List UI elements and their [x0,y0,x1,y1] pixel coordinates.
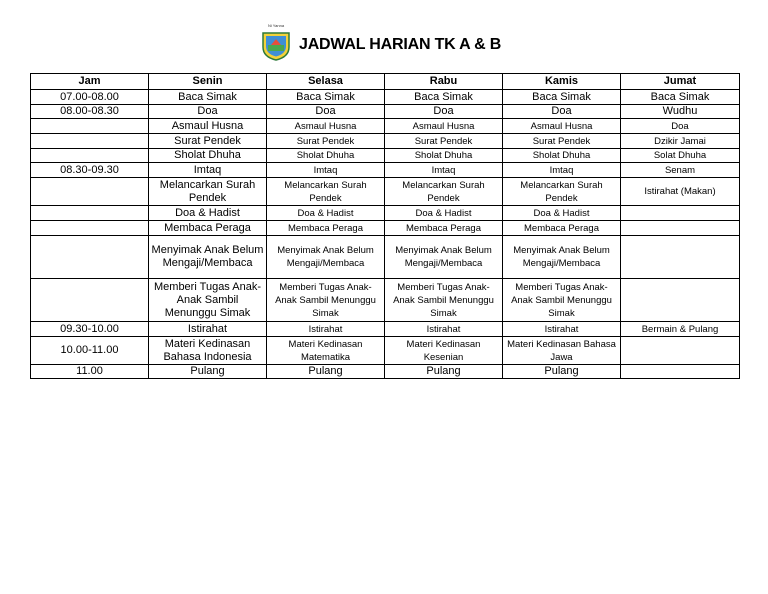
time-cell: 11.00 [31,365,149,379]
rabu-cell: Asmaul Husna [385,119,503,134]
rabu-cell: Doa [385,105,503,119]
col-header-rabu: Rabu [385,74,503,90]
rabu-cell: Pulang [385,365,503,379]
jumat-cell: Doa [621,119,740,134]
selasa-cell: Menyimak Anak Belum Mengaji/Membaca [267,236,385,279]
selasa-cell: Memberi Tugas Anak-Anak Sambil Menunggu Simak [267,279,385,322]
kamis-cell: Membaca Peraga [503,221,621,236]
jumat-cell [621,337,740,365]
selasa-cell: Istirahat [267,322,385,337]
senin-cell: Menyimak Anak Belum Mengaji/Membaca [149,236,267,279]
time-cell [31,206,149,221]
selasa-cell: Membaca Peraga [267,221,385,236]
jumat-cell: Bermain & Pulang [621,322,740,337]
time-cell: 08.00-08.30 [31,105,149,119]
time-cell [31,236,149,279]
selasa-cell: Doa [267,105,385,119]
table-row [31,236,740,279]
senin-cell: Pulang [149,365,267,379]
selasa-cell: Doa & Hadist [267,206,385,221]
time-cell [31,178,149,206]
time-cell [31,149,149,163]
jumat-cell: Dzikir Jamai [621,134,740,149]
table-row [31,90,740,105]
rabu-cell: Menyimak Anak Belum Mengaji/Membaca [385,236,503,279]
table-row [31,134,740,149]
jumat-cell: Solat Dhuha [621,149,740,163]
table-row [31,365,740,379]
time-cell [31,134,149,149]
time-cell: 10.00-11.00 [31,337,149,365]
rabu-cell: Imtaq [385,163,503,178]
rabu-cell: Surat Pendek [385,134,503,149]
jumat-cell [621,206,740,221]
selasa-cell: Materi Kedinasan Matematika [267,337,385,365]
table-row [31,279,740,322]
senin-cell: Istirahat [149,322,267,337]
kamis-cell: Melancarkan Surah Pendek [503,178,621,206]
senin-cell: Baca Simak [149,90,267,105]
kamis-cell: Doa [503,105,621,119]
kamis-cell: Memberi Tugas Anak-Anak Sambil Menunggu Simak [503,279,621,322]
logo-text: Ni Yanna [267,23,285,28]
kamis-cell: Surat Pendek [503,134,621,149]
selasa-cell: Baca Simak [267,90,385,105]
time-cell [31,279,149,322]
header-row [31,74,740,90]
table-row [31,221,740,236]
rabu-cell: Sholat Dhuha [385,149,503,163]
kamis-cell: Imtaq [503,163,621,178]
time-cell: 09.30-10.00 [31,322,149,337]
rabu-cell: Istirahat [385,322,503,337]
selasa-cell: Sholat Dhuha [267,149,385,163]
table-row [31,206,740,221]
kamis-cell: Sholat Dhuha [503,149,621,163]
senin-cell: Membaca Peraga [149,221,267,236]
senin-cell: Sholat Dhuha [149,149,267,163]
rabu-cell: Doa & Hadist [385,206,503,221]
jumat-cell [621,221,740,236]
senin-cell: Materi Kedinasan Bahasa Indonesia [149,337,267,365]
table-row [31,163,740,178]
kamis-cell: Menyimak Anak Belum Mengaji/Membaca [503,236,621,279]
senin-cell: Memberi Tugas Anak-Anak Sambil Menunggu Simak [149,279,267,322]
kamis-cell: Doa & Hadist [503,206,621,221]
col-header-senin: Senin [149,74,267,90]
col-header-jam: Jam [31,74,149,90]
rabu-cell: Melancarkan Surah Pendek [385,178,503,206]
senin-cell: Imtaq [149,163,267,178]
table-row [31,322,740,337]
senin-cell: Doa [149,105,267,119]
selasa-cell: Pulang [267,365,385,379]
selasa-cell: Melancarkan Surah Pendek [267,178,385,206]
table-row [31,178,740,206]
kamis-cell: Pulang [503,365,621,379]
selasa-cell: Asmaul Husna [267,119,385,134]
time-cell: 07.00-08.00 [31,90,149,105]
kamis-cell: Istirahat [503,322,621,337]
table-row [31,105,740,119]
time-cell: 08.30-09.30 [31,163,149,178]
jumat-cell [621,236,740,279]
col-header-jumat: Jumat [621,74,740,90]
jumat-cell: Wudhu [621,105,740,119]
rabu-cell: Membaca Peraga [385,221,503,236]
selasa-cell: Imtaq [267,163,385,178]
time-cell [31,221,149,236]
jumat-cell [621,365,740,379]
jumat-cell: Senam [621,163,740,178]
senin-cell: Doa & Hadist [149,206,267,221]
table-row [31,149,740,163]
selasa-cell: Surat Pendek [267,134,385,149]
document-header [259,20,501,62]
rabu-cell: Materi Kedinasan Kesenian [385,337,503,365]
jumat-cell [621,279,740,322]
senin-cell: Asmaul Husna [149,119,267,134]
col-header-kamis: Kamis [503,74,621,90]
senin-cell: Melancarkan Surah Pendek [149,178,267,206]
time-cell [31,119,149,134]
schedule-table [30,73,740,379]
kamis-cell: Materi Kedinasan Bahasa Jawa [503,337,621,365]
table-row [31,337,740,365]
table-row [31,119,740,134]
jumat-cell: Baca Simak [621,90,740,105]
senin-cell: Surat Pendek [149,134,267,149]
kamis-cell: Baca Simak [503,90,621,105]
page-title: JADWAL HARIAN TK A & B [299,36,502,53]
rabu-cell: Baca Simak [385,90,503,105]
school-logo [259,21,293,61]
kamis-cell: Asmaul Husna [503,119,621,134]
col-header-selasa: Selasa [267,74,385,90]
rabu-cell: Memberi Tugas Anak-Anak Sambil Menunggu Simak [385,279,503,322]
jumat-cell: Istirahat (Makan) [621,178,740,206]
